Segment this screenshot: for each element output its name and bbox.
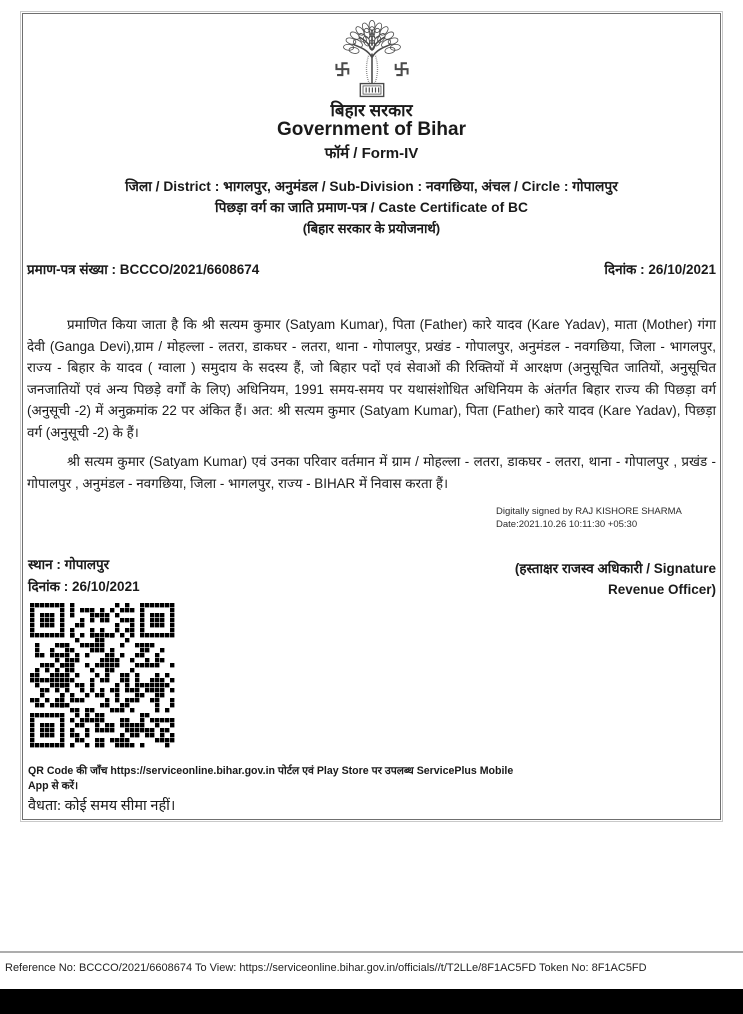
footer-divider [0,951,743,953]
certificate-number: प्रमाण-पत्र संख्या : BCCCO/2021/6608674 [27,262,260,277]
certificate-paragraph-1: प्रमाणित किया जाता है कि श्री सत्यम कुमार (Satyam Kumar), पिता (Father) कारे यादव (Kare Yadav), माता (Mother) गंगा देवी (Ganga Devi),ग्राम / मोहल्ला - लतरा, डाकघर - लतरा, थाना - गोपालपुर, प्रखंड - गोपालपुर, अनुमंडल - नवगछिया, जिला - भागलपुर, राज्य - बिहार के यादव ( ग्वाला ) समुदाय के सदस्य हैं, जो बिहार पदों एवं सेवाओं की रिक्तियों में आरक्षण (अनुसूचित जातियों, अनुसूचित जनजातियों एवं अन्य पिछड़े वर्गों के लिए) अधिनियम, 1991 समय-समय पर यथासंशोधित अधिनियम के अंतर्गत बिहार राज्य की पिछड़ा वर्ग (अनुसूची -2) में अनुक्रमांक 22 पर अंकित हैं। अत: श्री सत्यम कुमार (Satyam Kumar), पिता (Father) कारे यादव (Kare Yadav), पिछड़ा वर्ग (अनुसूची -2) के हैं। [27,317,716,440]
place-label: स्थान : गोपालपुर [28,557,110,572]
certificate-meta-row [27,260,716,278]
issue-date: दिनांक : 26/10/2021 [604,262,716,277]
digital-signature-stamp [496,506,718,531]
purpose-line: (बिहार सरकार के प्रयोजनार्थ) [302,221,441,236]
title-english: Government of Bihar [277,119,466,140]
digital-signature-line1: Digitally signed by RAJ KISHORE SHARMA [496,506,682,517]
signature-label-line1: (हस्ताक्षर राजस्व अधिकारी / Signature [514,561,716,576]
title-hindi: बिहार सरकार [330,101,413,120]
footer-reference: Reference No: BCCCO/2021/6608674 To View: https://serviceonline.bihar.gov.in/officials//t/T2LLe/8F1AC5FD Token No: 8F1AC5FD [5,962,647,974]
bottom-black-bar [0,989,743,1014]
watermark-text: बिहार सरकार [242,607,501,660]
certificate-type: पिछड़ा वर्ग का जाति प्रमाण-पत्र / Caste Certificate of BC [215,200,528,215]
form-number: फॉर्म / Form-IV [324,145,419,162]
date-label: दिनांक : 26/10/2021 [28,579,140,594]
digital-signature-line2: Date:2021.10.26 10:11:30 +05:30 [496,518,638,530]
bihar-emblem-logo-icon [316,20,428,98]
certificate-sheet [22,13,721,820]
signature-label-line2: Revenue Officer) [607,582,716,597]
signature-label-block [515,558,716,600]
certificate-paragraph-2: श्री सत्यम कुमार (Satyam Kumar) एवं उनका परिवार वर्तमान में ग्राम / मोहल्ला - लतरा, डाकघर - लतरा, थाना - गोपालपुर , प्रखंड - गोपालपुर , अनुमंडल - नवगछिया, जिला - भागलपुर, राज्य - BIHAR में निवास करता हैं। [27,454,716,491]
qr-verification-note: QR Code की जाँच https://serviceonline.bihar.gov.in पोर्टल एवं Play Store पर उपलब्ध ServicePlus Mobile App से करें। [28,765,514,792]
qr-code [28,601,177,750]
district-line: जिला / District : भागलपुर, अनुमंडल / Sub-Division : नवगछिया, अंचल / Circle : गोपालपुर [125,179,618,194]
validity-note: वैधता: कोई समय सीमा नहीं। [28,798,176,814]
place-date-block [28,554,140,598]
